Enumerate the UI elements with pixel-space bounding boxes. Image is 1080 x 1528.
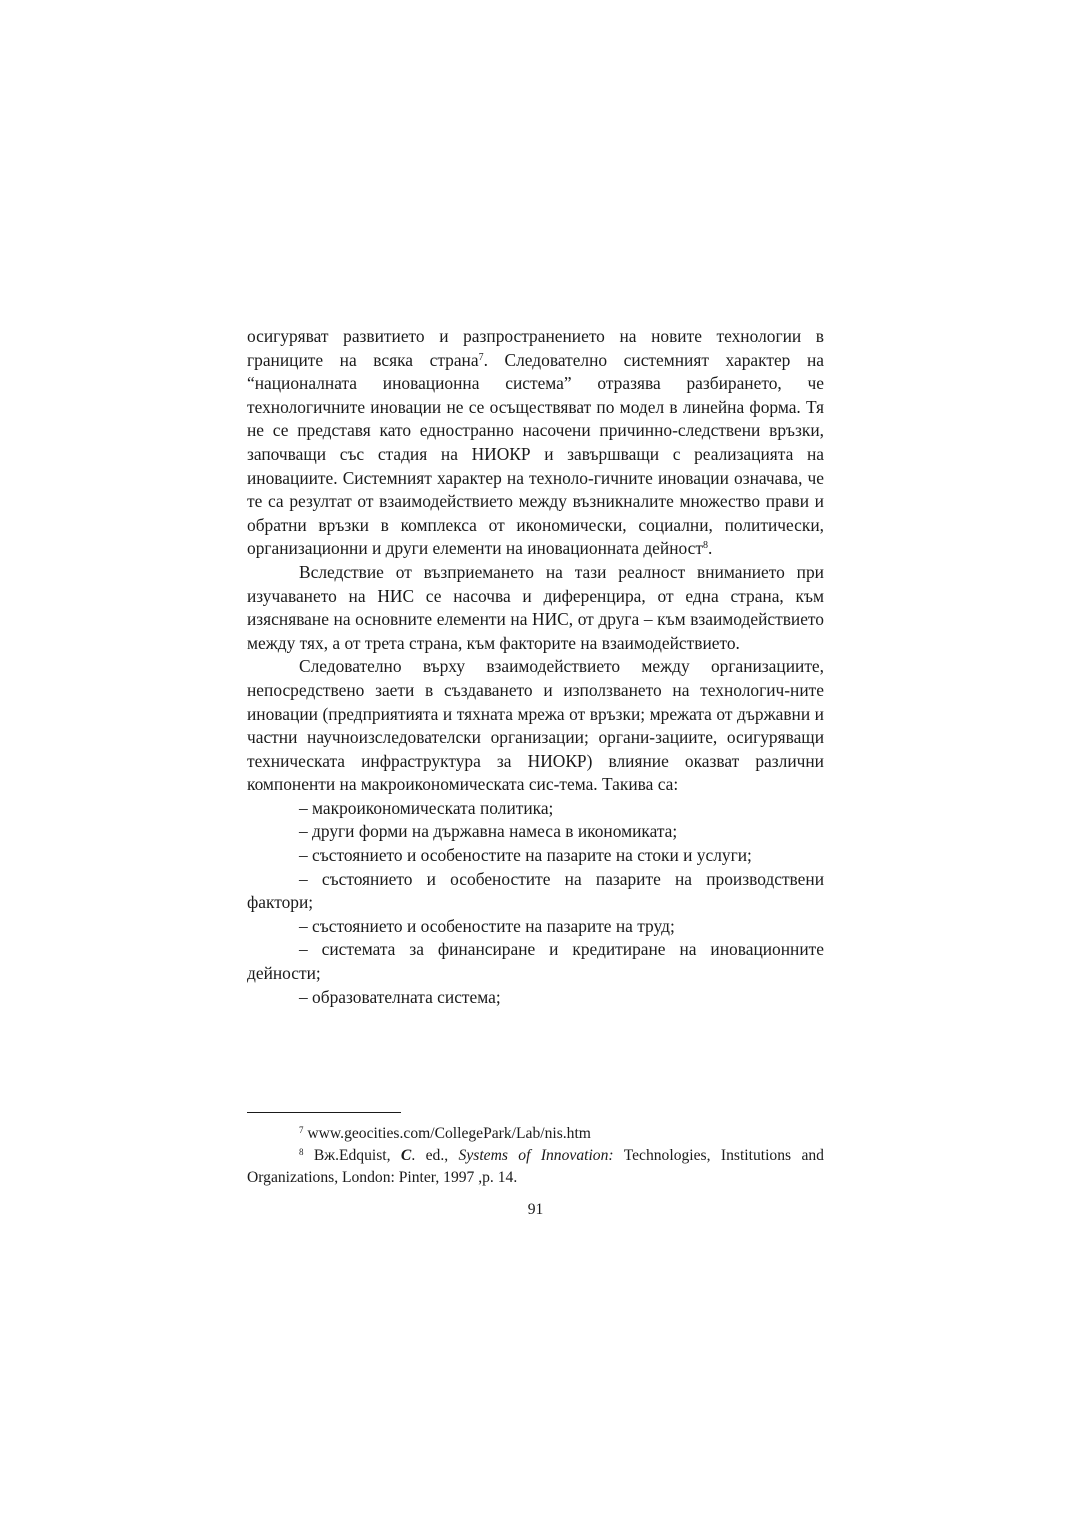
paragraph-1 <box>247 325 824 561</box>
footnote-ref-8[interactable]: 8 <box>702 540 708 552</box>
footnote-8-number: 8 <box>299 1147 304 1157</box>
list-item: – състоянието и особеностите на пазарите на производствени фактори; <box>247 868 824 913</box>
footnote-divider <box>247 1112 401 1113</box>
footnote-7 <box>247 1123 824 1145</box>
footnote-ref-7[interactable]: 7 <box>478 351 484 363</box>
footnote-8 <box>247 1145 824 1189</box>
footnote-8-mid: . ed., <box>411 1147 459 1164</box>
footnotes <box>247 1123 824 1189</box>
paragraph-1-text-a: осигуряват развитието и разпространението на новите технологии в границите на всяка страна <box>247 326 824 370</box>
list-item: – системата за финансиране и кредитиране на иновационните дейности; <box>247 939 824 984</box>
footnote-7-text[interactable]: www.geocities.com/CollegePark/Lab/nis.htm <box>307 1125 591 1142</box>
list-item: – макроикономическата политика; <box>299 797 554 818</box>
footnote-8-pre: Вж.Edquist, <box>313 1147 401 1164</box>
list-item: – други форми на държавна намеса в икономиката; <box>299 821 678 842</box>
paragraph-2: Вследствие от възприемането на тази реалност вниманието при изучаването на НИС се насочва и диференцира, от една страна, към изясняване на основните елементи на НИС, от друга – към взаимодействието между тях, а от трета страна, към факторите на взаимодействието. <box>247 561 824 653</box>
paragraph-1-text-c: . <box>707 538 713 559</box>
page-number: 91 <box>527 1201 544 1218</box>
footnote-8-title: Systems of Innovation: <box>458 1147 614 1164</box>
footnote-7-number: 7 <box>299 1125 304 1135</box>
list-item: – състоянието и особеностите на пазарите на стоки и услуги; <box>299 845 752 866</box>
footnote-8-initial: C <box>400 1147 412 1164</box>
paragraph-1-text-b: . Следователно системният характер на “националната иновационна система” отразява разбирането, че технологичните иновации не се осъществяват по модел в линейна форма. Тя не се представя като едностранно насочени причинно-следствени връзки, започващи със стадия на НИОКР и завършващи с реализацията на иновациите. Системният характер на техноло-гичните иновации означава, че те са резултат от взаимодействието между възникналите множество прави и обратни връзки в комплекса от икономически, социални, политически, организационни и други елементи на иновационната дейност <box>247 349 824 559</box>
footnote-8-post: Technologies, Institutions and Organizations, London: Pinter, 1997 ,p. 14. <box>247 1147 824 1186</box>
paragraph-3: Следователно върху взаимодействието между организациите, непосредствено заети в създаването и използването на технологич-ните иновации (предприятията и тяхната мрежа от връзки; мрежата от държавни и частни научноизследователски организации; органи-зациите, осигуряващи техническата инфраструктура за НИОКР) влияние оказват различни компоненти на макроикономическата сис-тема. Такива са: <box>247 656 824 795</box>
list-item: – образователната система; <box>299 986 501 1007</box>
list-item: – състоянието и особеностите на пазарите на труд; <box>299 915 675 936</box>
main-text <box>247 325 824 1009</box>
